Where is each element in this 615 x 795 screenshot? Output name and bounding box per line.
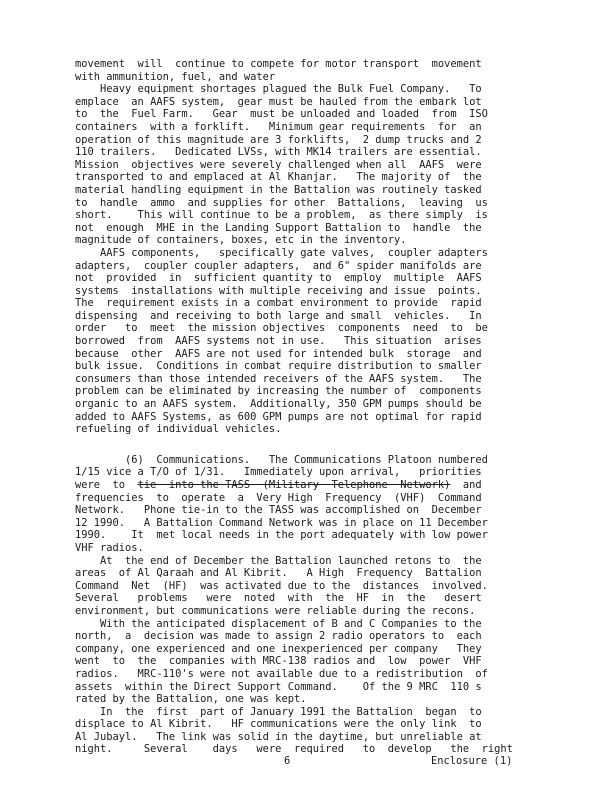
text-line: 12 1990. A Battalion Command Network was in place on 11 December bbox=[75, 516, 488, 529]
text-line-with-strikeout bbox=[75, 479, 575, 492]
text-line: because other AAFS are not used for intended bulk storage and bbox=[75, 347, 482, 360]
text-line: adapters, coupler coupler adapters, and 6" spider manifolds are bbox=[75, 259, 482, 272]
enclosure-label: Enclosure (1) bbox=[431, 755, 513, 767]
text-line: transported to and emplaced at Al Khanjar. The majority of the bbox=[75, 171, 482, 184]
text-line: to handle ammo and supplies for other Battalions, leaving us bbox=[75, 196, 488, 209]
paragraphs-bulk-fuel bbox=[75, 58, 575, 436]
text-line: With the anticipated displacement of B and C Companies to the bbox=[75, 617, 482, 630]
text-line: company, one experienced and one inexperienced per company They bbox=[75, 642, 482, 655]
text-line: frequencies to operate a Very High Frequency (VHF) Command bbox=[75, 491, 482, 504]
text-line: bulk issue. Conditions in combat require distribution to smaller bbox=[75, 360, 482, 373]
text-line: material handling equipment in the Battalion was routinely tasked bbox=[75, 183, 482, 196]
text-line: night. Several days were required to develop the right bbox=[75, 743, 513, 756]
text-line: 1990. It met local needs in the port adequately with low power bbox=[75, 529, 488, 542]
text-line: areas of Al Qaraah and Al Kibrit. A High Frequency Battalion bbox=[75, 567, 482, 580]
text-line: to the Fuel Farm. Gear must be unloaded and loaded from ISO bbox=[75, 108, 488, 121]
text-line: displace to Al Kibrit. HF communications were the only link to bbox=[75, 718, 482, 731]
text-line: problem can be eliminated by increasing the number of components bbox=[75, 385, 482, 398]
text-line: The requirement exists in a combat environment to provide rapid bbox=[75, 297, 482, 310]
text-line: Network. Phone tie-in to the TASS was accomplished on December bbox=[75, 504, 482, 517]
text-line: went to the companies with MRC-138 radios and low power VHF bbox=[75, 655, 482, 668]
text-line: Several problems were noted with the HF in the desert bbox=[75, 592, 482, 605]
text-line: containers with a forklift. Minimum gear requirements for an bbox=[75, 120, 482, 133]
text-line: systems installations with multiple receiving and issue points. bbox=[75, 284, 482, 297]
text-line: At the end of December the Battalion launched retons to the bbox=[75, 554, 482, 567]
paragraphs-communications bbox=[75, 454, 575, 756]
text-line: emplace an AAFS system, gear must be hauled from the embark lot bbox=[75, 95, 482, 108]
text-line: 1/15 vice a T/O of 1/31. Immediately upon arrival, priorities bbox=[75, 466, 482, 479]
text-line: consumers than those intended receivers of the AAFS system. The bbox=[75, 372, 482, 385]
text-line: with ammunition, fuel, and water bbox=[75, 70, 276, 83]
text-line: Heavy equipment shortages plagued the Bulk Fuel Company. To bbox=[75, 83, 482, 96]
document-body bbox=[75, 58, 575, 756]
text-line: Al Jubayl. The link was solid in the daytime, but unreliable at bbox=[75, 730, 482, 743]
text-line: north, a decision was made to assign 2 radio operators to each bbox=[75, 630, 482, 643]
text-line: VHF radios. bbox=[75, 541, 144, 554]
text-line: Mission objectives were severely challenged when all AAFS were bbox=[75, 158, 482, 171]
text-line: not enough MHE in the Landing Support Battalion to handle the bbox=[75, 221, 482, 234]
text-line: dispensing and receiving to both large and small vehicles. In bbox=[75, 309, 482, 322]
text-line: short. This will continue to be a problem, as there simply is bbox=[75, 209, 488, 222]
text-line: assets within the Direct Support Command. Of the 9 MRC 110 s bbox=[75, 680, 482, 693]
struck-text: tie into the TASS (Military Telephone Network) bbox=[137, 479, 451, 491]
text-line: magnitude of containers, boxes, etc in the inventory. bbox=[75, 234, 407, 247]
page-number: 6 bbox=[284, 755, 291, 767]
text-line: refueling of individual vehicles. bbox=[75, 423, 282, 436]
communications-heading-line: (6) Communications. The Communications Platoon numbered bbox=[75, 453, 488, 466]
section-gap bbox=[75, 436, 575, 454]
text-line: rated by the Battalion, one was kept. bbox=[75, 693, 307, 706]
text-fragment: and bbox=[450, 479, 482, 491]
text-line: borrowed from AAFS systems not in use. This situation arises bbox=[75, 335, 482, 348]
text-line: not provided in sufficient quantity to employ multiple AAFS bbox=[75, 272, 482, 285]
text-line: organic to an AAFS system. Additionally, 350 GPM pumps should be bbox=[75, 398, 482, 411]
text-line: radios. MRC-110's were not available due to a redistribution of bbox=[75, 667, 488, 680]
text-line: In the first part of January 1991 the Battalion began to bbox=[75, 705, 482, 718]
communications-body bbox=[75, 492, 575, 756]
text-line: operation of this magnitude are 3 forklifts, 2 dump trucks and 2 bbox=[75, 133, 482, 146]
text-line: movement will continue to compete for motor transport movement bbox=[75, 58, 482, 70]
text-line: order to meet the mission objectives components need to be bbox=[75, 322, 488, 335]
text-line: 110 trailers. Dedicated LVSs, with MK14 trailers are essential. bbox=[75, 146, 482, 159]
text-line: AAFS components, specifically gate valves, coupler adapters bbox=[75, 246, 488, 259]
text-line: environment, but communications were reliable during the recons. bbox=[75, 604, 476, 617]
text-line: added to AAFS Systems, as 600 GPM pumps are not optimal for rapid bbox=[75, 410, 482, 423]
text-line: Command Net (HF) was activated due to the distances involved. bbox=[75, 579, 488, 592]
text-fragment: were to bbox=[75, 479, 138, 491]
